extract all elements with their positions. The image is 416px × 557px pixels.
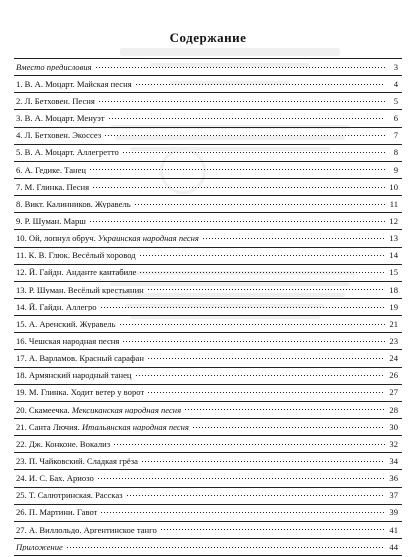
toc-page-number: 10 bbox=[389, 181, 398, 192]
toc-entry-title bbox=[16, 303, 97, 312]
toc-entry[interactable] bbox=[14, 333, 402, 350]
toc-page-number: 24 bbox=[389, 353, 398, 364]
toc-page-number: 18 bbox=[389, 284, 398, 295]
toc-entry-text: 10. Ой, лопнул обруч. bbox=[16, 234, 96, 243]
dot-leader bbox=[135, 82, 385, 86]
toc-entry-title bbox=[16, 97, 95, 106]
toc-entry[interactable] bbox=[14, 93, 402, 110]
toc-page-number: 28 bbox=[389, 404, 398, 415]
toc-entry-title bbox=[16, 268, 136, 277]
toc-entry[interactable] bbox=[14, 453, 402, 470]
toc-entry[interactable] bbox=[14, 248, 402, 265]
toc-page-number: 13 bbox=[389, 233, 398, 244]
toc-page-number: 6 bbox=[393, 113, 398, 124]
toc-entry[interactable] bbox=[14, 488, 402, 505]
toc-entry[interactable] bbox=[14, 196, 402, 213]
dot-leader bbox=[147, 288, 385, 292]
dot-leader bbox=[139, 271, 385, 275]
dot-leader bbox=[134, 202, 385, 206]
toc-entry[interactable] bbox=[14, 265, 402, 282]
toc-page-number: 44 bbox=[389, 541, 398, 552]
toc-entry-title bbox=[16, 388, 144, 397]
toc-entry-subtitle: Итальянская народная песня bbox=[81, 422, 189, 432]
toc-list bbox=[14, 58, 402, 556]
toc-entry-subtitle: Мексиканская народная песня bbox=[71, 405, 182, 415]
toc-entry[interactable] bbox=[14, 402, 402, 419]
toc-page-number: 41 bbox=[389, 524, 398, 535]
toc-entry-text: 6. А. Гедике. Танец bbox=[16, 165, 87, 175]
toc-entry-text: 1. В. А. Моцарт. Майская песня bbox=[16, 79, 132, 89]
dot-leader bbox=[160, 528, 385, 532]
toc-entry-text: 26. П. Мартини. Гавот bbox=[16, 508, 98, 518]
dot-leader bbox=[100, 511, 385, 515]
toc-entry-title bbox=[16, 543, 63, 552]
toc-entry[interactable] bbox=[14, 145, 402, 162]
toc-entry-text: 27. А. Виллольдо. Аргентинское танго bbox=[16, 525, 157, 535]
toc-entry-title bbox=[16, 320, 116, 329]
toc-entry-text: 3. В. А. Моцарт. Менуэт bbox=[16, 114, 105, 123]
dot-leader bbox=[126, 494, 385, 498]
toc-page-number: 34 bbox=[389, 456, 398, 466]
toc-entry-title bbox=[16, 371, 132, 380]
toc-entry[interactable] bbox=[14, 179, 402, 196]
toc-title: Содержание bbox=[169, 30, 247, 45]
toc-entry[interactable] bbox=[14, 505, 402, 522]
dot-leader bbox=[113, 442, 385, 446]
toc-entry[interactable] bbox=[14, 76, 402, 93]
toc-entry[interactable] bbox=[14, 539, 402, 556]
toc-entry-text: 7. М. Глинка. Песня bbox=[16, 182, 90, 192]
toc-entry-text: 2. Л. Бетховен. Песня bbox=[16, 97, 95, 106]
toc-page-number: 7 bbox=[393, 130, 398, 141]
toc-page-number: 39 bbox=[389, 507, 398, 518]
toc-entry-title bbox=[16, 406, 181, 415]
toc-entry-text: 5. В. А. Моцарт. Аллегретто bbox=[16, 148, 119, 158]
toc-entry[interactable] bbox=[14, 368, 402, 385]
dot-leader bbox=[135, 374, 385, 378]
toc-entry-title bbox=[16, 251, 136, 260]
toc-entry[interactable] bbox=[14, 282, 402, 299]
toc-page-number: 3 bbox=[393, 61, 398, 72]
toc-page-number: 4 bbox=[393, 78, 398, 89]
toc-entry-title bbox=[16, 354, 144, 363]
toc-entry-title bbox=[16, 183, 89, 192]
toc-entry[interactable] bbox=[14, 213, 402, 230]
dot-leader bbox=[97, 476, 385, 480]
dot-leader bbox=[192, 425, 385, 429]
toc-entry-text: 24. И. С. Бах. Ариозо bbox=[16, 474, 94, 483]
toc-entry-text: 13. Р. Шуман. Весёлый крестьянин bbox=[16, 285, 144, 295]
toc-entry-text: 22. Дж. Конконе. Вокализ bbox=[16, 439, 111, 449]
toc-entry-text: 20. Скамеечка. bbox=[16, 405, 70, 415]
dot-leader bbox=[104, 134, 385, 138]
toc-entry-text: Вместо предисловия bbox=[16, 62, 92, 72]
toc-page-number: 14 bbox=[389, 250, 398, 261]
toc-entry-title bbox=[16, 200, 131, 209]
dot-leader bbox=[139, 254, 385, 258]
dot-leader bbox=[108, 116, 385, 120]
toc-entry-title bbox=[16, 166, 86, 175]
toc-entry[interactable] bbox=[14, 128, 402, 145]
toc-entry[interactable] bbox=[14, 110, 402, 127]
toc-entry[interactable] bbox=[14, 162, 402, 179]
toc-entry-title bbox=[16, 337, 119, 346]
toc-entry-title bbox=[16, 114, 105, 123]
dot-leader bbox=[122, 151, 385, 155]
dot-leader bbox=[147, 391, 385, 395]
toc-page-number: 23 bbox=[389, 336, 398, 347]
toc-entry-text: 12. Й. Гайдн. Анданте кантабиле bbox=[16, 268, 137, 278]
toc-entry-title bbox=[16, 474, 94, 483]
toc-page-number: 30 bbox=[389, 421, 398, 432]
toc-entry[interactable] bbox=[14, 230, 402, 247]
toc-entry-text: 11. К. В. Глюк. Весёлый хоровод bbox=[16, 251, 136, 260]
dot-leader bbox=[95, 65, 385, 69]
toc-entry[interactable] bbox=[14, 299, 402, 316]
toc-entry-text: 4. Л. Бетховен. Экоссез bbox=[16, 131, 102, 140]
toc-entry-title bbox=[16, 423, 189, 432]
dot-leader bbox=[184, 408, 385, 412]
toc-entry[interactable] bbox=[14, 350, 402, 367]
toc-entry-title bbox=[16, 440, 110, 449]
toc-page-number: 36 bbox=[389, 473, 398, 484]
toc-page-number: 27 bbox=[389, 387, 398, 398]
toc-entry-text: 19. М. Глинка. Ходит ветер у ворот bbox=[16, 388, 145, 398]
toc-entry-text: 8. Викт. Калинников. Журавель bbox=[16, 199, 131, 209]
toc-entry-text: 23. П. Чайковский. Сладкая грёза bbox=[16, 457, 138, 466]
dot-leader bbox=[141, 459, 385, 463]
toc-page-number: 21 bbox=[389, 318, 398, 329]
toc-page-number: 19 bbox=[389, 301, 398, 312]
toc-entry[interactable] bbox=[14, 59, 402, 76]
dot-leader bbox=[89, 219, 385, 223]
toc-entry[interactable] bbox=[14, 436, 402, 453]
toc-page-number: 32 bbox=[389, 438, 398, 449]
dot-leader bbox=[98, 99, 385, 103]
toc-entry-title bbox=[16, 234, 199, 243]
toc-entry-title bbox=[16, 131, 101, 140]
toc-page-number: 9 bbox=[393, 164, 398, 175]
toc-page-number: 12 bbox=[389, 216, 398, 227]
dot-leader bbox=[66, 545, 385, 549]
toc-entry-title bbox=[16, 491, 123, 500]
toc-entry[interactable] bbox=[14, 385, 402, 402]
dot-leader bbox=[119, 322, 385, 326]
toc-page-number: 37 bbox=[389, 490, 398, 501]
toc-page-number: 8 bbox=[393, 147, 398, 158]
toc-page-number: 11 bbox=[389, 198, 398, 209]
toc-entry-text: 21. Санта Лючия. bbox=[16, 422, 80, 432]
toc-entry[interactable] bbox=[14, 522, 402, 539]
toc-entry-text: 16. Чешская народная песня bbox=[16, 337, 120, 346]
toc-entry[interactable] bbox=[14, 419, 402, 436]
toc-entry-title bbox=[16, 80, 132, 89]
toc-entry-title bbox=[16, 526, 157, 535]
dot-leader bbox=[100, 305, 385, 309]
toc-entry-text: 15. А. Аренский. Журавель bbox=[16, 319, 116, 329]
toc-entry-title bbox=[16, 63, 92, 72]
toc-entry-title bbox=[16, 508, 97, 517]
toc-entry[interactable] bbox=[14, 316, 402, 333]
toc-entry-title bbox=[16, 217, 86, 226]
toc-entry-text: Приложение bbox=[16, 542, 63, 552]
toc-entry-title bbox=[16, 457, 138, 466]
toc-entry-subtitle: Украинская народная песня bbox=[97, 234, 199, 243]
dot-leader bbox=[89, 168, 385, 172]
toc-entry-title bbox=[16, 148, 119, 157]
toc-entry-text: 9. Р. Шуман. Марш bbox=[16, 217, 86, 226]
toc-page-number: 15 bbox=[389, 267, 398, 278]
toc-entry[interactable] bbox=[14, 470, 402, 487]
dot-leader bbox=[92, 185, 385, 189]
toc-entry-title bbox=[16, 286, 144, 295]
toc-entry-text: 17. А. Варламов. Красный сарафан bbox=[16, 354, 144, 363]
toc-entry-text: 18. Армянский народный танец bbox=[16, 371, 132, 380]
dot-leader bbox=[202, 236, 385, 240]
toc-entry-text: 14. Й. Гайдн. Аллегро bbox=[16, 302, 97, 312]
toc-entry-text: 25. Т. Салютринская. Рассказ bbox=[16, 491, 123, 500]
dot-leader bbox=[147, 356, 385, 360]
toc-page-number: 5 bbox=[393, 96, 398, 107]
toc-page-number: 26 bbox=[389, 370, 398, 381]
dot-leader bbox=[122, 339, 385, 343]
